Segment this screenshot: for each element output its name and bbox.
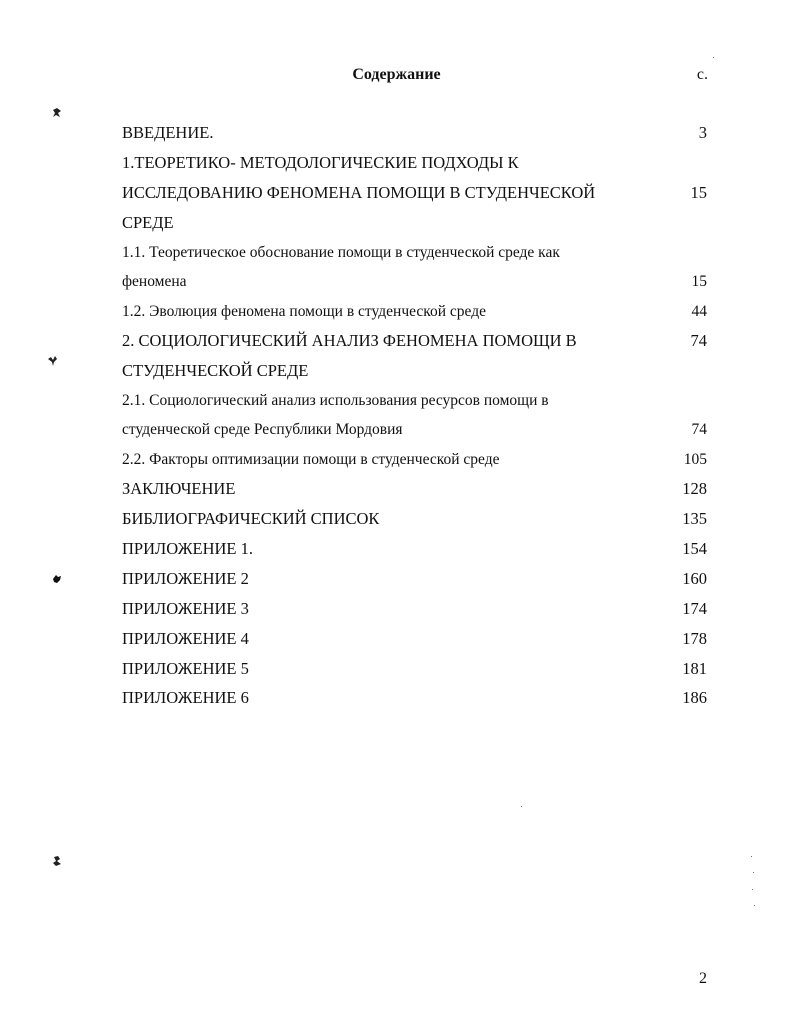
toc-entry bbox=[122, 356, 707, 386]
toc-entry-text: СРЕДЕ bbox=[122, 213, 174, 232]
toc-entry-page: 74 bbox=[690, 331, 707, 350]
scan-speck bbox=[753, 872, 754, 873]
scan-mark-icon bbox=[52, 108, 62, 118]
page-title: Содержание bbox=[352, 66, 441, 83]
scan-mark-icon bbox=[52, 574, 62, 584]
scan-speck bbox=[752, 889, 753, 890]
toc-entry bbox=[122, 386, 707, 416]
toc-entry-page: 135 bbox=[682, 509, 707, 528]
toc-entry-page: 181 bbox=[682, 659, 707, 678]
toc-entry-page: 186 bbox=[682, 688, 707, 707]
scan-mark-icon bbox=[48, 356, 58, 366]
toc-entry bbox=[122, 297, 707, 327]
toc-entry-text: 2.1. Социологический анализ использования ресурсов помощи в bbox=[122, 392, 549, 409]
toc-entry bbox=[122, 504, 707, 534]
toc-entry-page: 128 bbox=[682, 479, 707, 498]
toc-entry bbox=[122, 326, 707, 356]
toc-entry-page: 74 bbox=[691, 421, 707, 438]
toc-entry-text: ПРИЛОЖЕНИЕ 3 bbox=[122, 599, 249, 618]
toc-entry-text: ЗАКЛЮЧЕНИЕ bbox=[122, 479, 236, 498]
scan-speck bbox=[751, 856, 752, 857]
toc-entry bbox=[122, 683, 707, 713]
toc-entry-page: 15 bbox=[690, 183, 707, 202]
toc-entry bbox=[122, 445, 707, 475]
scan-speck bbox=[713, 57, 714, 58]
toc-entry-page: 174 bbox=[682, 599, 707, 618]
toc-entry-text: феномена bbox=[122, 273, 187, 290]
toc-entry-text: 1.2. Эволюция феномена помощи в студенческой среде bbox=[122, 303, 487, 320]
toc-entry bbox=[122, 238, 707, 268]
toc-entry-text: 2. СОЦИОЛОГИЧЕСКИЙ АНАЛИЗ ФЕНОМЕНА ПОМОЩИ В bbox=[122, 331, 577, 350]
toc-entry bbox=[122, 118, 707, 148]
toc-entry-text: ПРИЛОЖЕНИЕ 1. bbox=[122, 539, 253, 558]
toc-entry-text: 2.2. Факторы оптимизации помощи в студенческой среде bbox=[122, 451, 500, 468]
toc-entry-page: 105 bbox=[683, 451, 707, 468]
scan-speck bbox=[521, 806, 522, 807]
toc-entry bbox=[122, 267, 707, 297]
toc-entry bbox=[122, 148, 707, 178]
toc-entry-page: 3 bbox=[698, 123, 707, 142]
toc-entry bbox=[122, 474, 707, 504]
toc-entry-page: 15 bbox=[691, 273, 707, 290]
toc-entry-text: 1.ТЕОРЕТИКО- МЕТОДОЛОГИЧЕСКИЕ ПОДХОДЫ К bbox=[122, 153, 519, 172]
toc-entry bbox=[122, 564, 707, 594]
toc-entry-text: ПРИЛОЖЕНИЕ 4 bbox=[122, 629, 249, 648]
toc-entry bbox=[122, 654, 707, 684]
toc-entry-page: 160 bbox=[682, 569, 707, 588]
scan-mark-icon bbox=[52, 856, 62, 866]
page-column-label: с. bbox=[696, 66, 708, 83]
toc-entry-page: 44 bbox=[691, 303, 707, 320]
toc-entry-text: ПРИЛОЖЕНИЕ 6 bbox=[122, 688, 249, 707]
toc-entry bbox=[122, 534, 707, 564]
toc-entry bbox=[122, 415, 707, 445]
toc-entry-page: 154 bbox=[682, 539, 707, 558]
toc-entry bbox=[122, 178, 707, 208]
scan-speck bbox=[754, 905, 755, 906]
toc-entry-text: ИССЛЕДОВАНИЮ ФЕНОМЕНА ПОМОЩИ В СТУДЕНЧЕСКОЙ bbox=[122, 183, 596, 202]
toc-entry bbox=[122, 624, 707, 654]
toc-entry-text: БИБЛИОГРАФИЧЕСКИЙ СПИСОК bbox=[122, 509, 380, 528]
toc-entry-text: ПРИЛОЖЕНИЕ 2 bbox=[122, 569, 249, 588]
toc-entry-text: ВВЕДЕНИЕ. bbox=[122, 123, 214, 142]
toc-entry-text: 1.1. Теоретическое обоснование помощи в студенческой среде как bbox=[122, 244, 560, 261]
toc-entry-page: 178 bbox=[682, 629, 707, 648]
toc-entry-text: студенческой среде Республики Мордовия bbox=[122, 421, 403, 438]
toc-entry bbox=[122, 208, 707, 238]
toc-entry-text: ПРИЛОЖЕНИЕ 5 bbox=[122, 659, 249, 678]
toc-entry-text: СТУДЕНЧЕСКОЙ СРЕДЕ bbox=[122, 361, 309, 380]
page-number: 2 bbox=[699, 970, 707, 987]
toc-entry bbox=[122, 594, 707, 624]
